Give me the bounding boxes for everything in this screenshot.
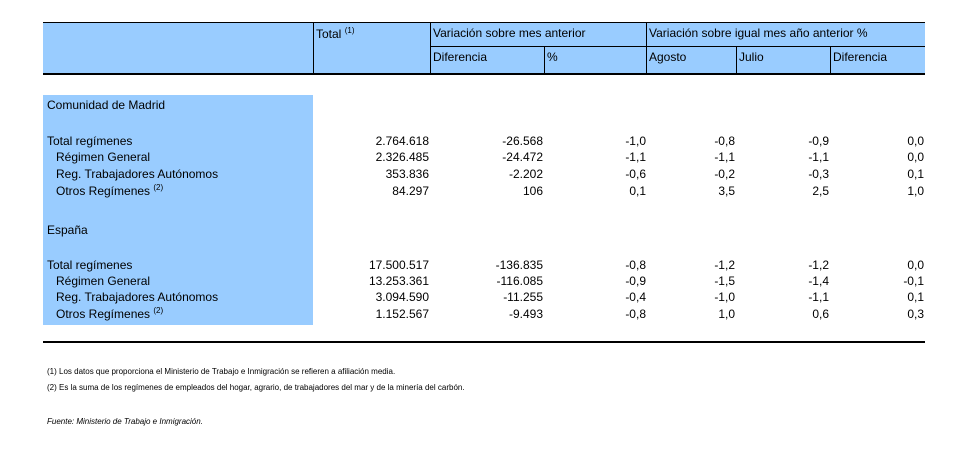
cell-dif: 0,0: [907, 150, 924, 164]
cell-agosto: 1,0: [718, 307, 735, 321]
cell-total: 1.152.567: [375, 307, 429, 321]
cell-pct: -1,1: [625, 150, 646, 164]
header-diferencia: Diferencia: [433, 50, 488, 64]
header-top-line: [43, 22, 925, 23]
row-label: Régimen General: [56, 150, 151, 164]
cell-julio: -1,2: [808, 258, 829, 272]
cell-julio: -1,1: [808, 150, 829, 164]
cell-agosto: -1,5: [714, 274, 735, 288]
header-vline-julio: [736, 46, 737, 74]
cell-total: 84.297: [392, 184, 429, 198]
table-bottom-line: [43, 341, 925, 343]
cell-pct: -0,4: [625, 290, 646, 304]
header-bottom-line: [43, 73, 925, 75]
cell-dif: 0,1: [907, 290, 924, 304]
cell-total: 17.500.517: [368, 258, 429, 272]
cell-agosto: -1,0: [714, 290, 735, 304]
cell-total: 13.253.361: [368, 274, 429, 288]
cell-julio: 2,5: [812, 184, 829, 198]
header-vline-pct: [544, 46, 545, 74]
cell-diferencia: -2.202: [508, 167, 543, 181]
row-label: [56, 307, 163, 322]
cell-diferencia: -9.493: [508, 307, 543, 321]
row-label-text: Otros Regímenes: [56, 307, 151, 321]
header-var-igual-mes: Variación sobre igual mes año anterior %: [649, 26, 868, 40]
table-row: [0, 274, 964, 289]
row-label: Total regímenes: [47, 258, 133, 272]
header-total: [316, 27, 354, 41]
cell-dif: 0,1: [907, 167, 924, 181]
row-label-text: Otros Regímenes: [56, 184, 151, 198]
header-julio: Julio: [739, 50, 764, 64]
cell-agosto: -1,2: [714, 258, 735, 272]
header-diferencia-2: Diferencia: [833, 50, 888, 64]
header-vline-total: [313, 22, 314, 74]
footnote-2: (2) Es la suma de los regímenes de empleados del hogar, agrario, de trabajadores del mar y de la minería del carbón.: [47, 383, 465, 392]
cell-diferencia: 106: [522, 184, 543, 198]
cell-julio: -1,4: [808, 274, 829, 288]
cell-agosto: -0,8: [714, 134, 735, 148]
header-vline-diferencia2: [830, 46, 831, 74]
table-row: [0, 184, 964, 199]
cell-pct: -0,9: [625, 274, 646, 288]
cell-dif: 1,0: [907, 184, 924, 198]
row-label: Total regímenes: [47, 134, 133, 148]
header-vline-var-igual: [646, 22, 647, 74]
row-label: [56, 184, 163, 199]
cell-agosto: 3,5: [718, 184, 735, 198]
header-total-label: Total: [316, 27, 342, 41]
cell-diferencia: -26.568: [502, 134, 543, 148]
cell-agosto: -0,2: [714, 167, 735, 181]
table-row: [0, 167, 964, 182]
cell-dif: 0,0: [907, 134, 924, 148]
cell-total: 353.836: [385, 167, 429, 181]
section-title-madrid: Comunidad de Madrid: [47, 98, 166, 112]
table-row: [0, 150, 964, 165]
table-row: [0, 258, 964, 273]
cell-dif: -0,1: [903, 274, 924, 288]
cell-julio: -1,1: [808, 290, 829, 304]
cell-total: 2.326.485: [375, 150, 429, 164]
cell-dif: 0,0: [907, 258, 924, 272]
cell-pct: -1,0: [625, 134, 646, 148]
header-agosto: Agosto: [649, 50, 687, 64]
cell-pct: -0,8: [625, 307, 646, 321]
header-porcentaje: %: [547, 50, 558, 64]
cell-pct: -0,6: [625, 167, 646, 181]
cell-julio: -0,9: [808, 134, 829, 148]
header-total-footnote: (1): [344, 26, 355, 35]
cell-julio: -0,3: [808, 167, 829, 181]
cell-diferencia: -11.255: [503, 290, 543, 304]
header-var-mes-anterior: Variación sobre mes anterior: [433, 26, 586, 40]
cell-total: 2.764.618: [375, 134, 429, 148]
row-label: Régimen General: [56, 274, 151, 288]
subheader-line: [430, 46, 925, 47]
cell-dif: 0,3: [907, 307, 924, 321]
row-label: Reg. Trabajadores Autónomos: [56, 290, 219, 304]
footnote-1: (1) Los datos que proporciona el Ministerio de Trabajo e Inmigración se refieren a afiliación media.: [47, 367, 396, 376]
cell-julio: 0,6: [812, 307, 829, 321]
cell-total: 3.094.590: [375, 290, 429, 304]
table-row: [0, 134, 964, 149]
cell-diferencia: -24.472: [502, 150, 543, 164]
cell-pct: 0,1: [629, 184, 646, 198]
cell-diferencia: -116.085: [496, 274, 543, 288]
table-row: [0, 307, 964, 322]
row-label: Reg. Trabajadores Autónomos: [56, 167, 219, 181]
row-label-footnote: (2): [153, 306, 164, 315]
header-vline-var-mes: [430, 22, 431, 74]
section-title-espana: España: [47, 223, 88, 237]
table-row: [0, 290, 964, 305]
source-note: Fuente: Ministerio de Trabajo e Inmigración.: [47, 417, 203, 426]
cell-diferencia: -136.835: [495, 258, 543, 272]
cell-pct: -0,8: [625, 258, 646, 272]
cell-agosto: -1,1: [714, 150, 735, 164]
row-label-footnote: (2): [153, 183, 164, 192]
